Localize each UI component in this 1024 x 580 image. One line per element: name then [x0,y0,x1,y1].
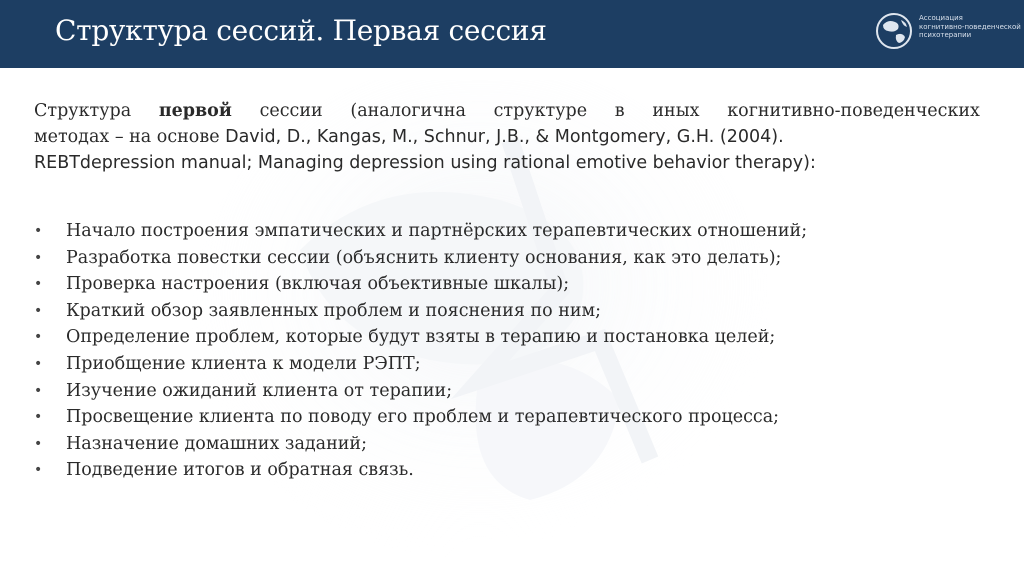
intro-line-2-serif: методах – на основе [34,127,220,147]
bullet-icon: • [34,223,43,239]
list-item [34,404,807,431]
list-item-text: Приобщение клиента к модели РЭПТ; [66,353,421,374]
intro-word: сессии [259,101,323,121]
bullet-icon: • [34,302,43,319]
list-item-text: Определение проблем, которые будут взяты в терапию и постановка целей; [66,327,776,348]
list-item [34,324,807,351]
logo-caption [919,14,1021,40]
logo-line-2: когнитивно-поведенческой [919,22,1021,31]
list-item [34,271,807,298]
intro-line-3: REBTdepression manual; Managing depression using rational emotive behavior therapy): [34,153,816,173]
intro-word: в [614,101,625,121]
intro-word: структуре [493,101,588,121]
bullet-icon: • [34,249,43,266]
bullet-icon: • [34,276,43,293]
logo-line-1: Ассоциация [919,14,963,22]
list-item [34,457,807,484]
session-steps-list [34,218,807,484]
bullet-icon: • [34,382,43,399]
header-bar [0,0,1024,68]
bullet-icon: • [34,329,43,346]
intro-paragraph [34,98,980,176]
association-logo [874,11,1021,57]
intro-reference: David, D., Kangas, M., Schnur, J.B., & Montgomery, G.H. (2004). [219,127,784,147]
list-item-text: Изучение ожиданий клиента от терапии; [66,380,453,401]
list-item [34,218,807,245]
logo-line-3: психотерапии [919,31,972,39]
intro-block [34,98,980,176]
bullet-icon: • [34,435,43,452]
list-item-text: Подведение итогов и обратная связь. [66,460,414,481]
globe-icon [874,11,914,51]
list-item [34,245,807,272]
list-item-text: Проверка настроения (включая объективные шкалы); [66,274,570,295]
slide-title: Структура сессий. Первая сессия [55,14,547,47]
list-item [34,431,807,458]
bullet-icon: • [34,355,43,372]
intro-word: когнитивно-поведенческих [727,101,980,121]
list-item-text: Разработка повестки сессии (объяснить клиенту основания, как это делать); [66,247,782,268]
bullet-icon: • [34,462,43,479]
intro-word: иных [652,101,700,121]
list-item-text: Начало построения эмпатических и партнёрских терапевтических отношений; [66,221,808,241]
list-item-text: Краткий обзор заявленных проблем и пояснения по ним; [66,300,602,321]
intro-word: Структура [34,101,132,121]
intro-word-emphasis: первой [158,101,232,121]
list-item-text: Назначение домашних заданий; [66,433,367,454]
intro-line-2 [34,124,980,150]
list-item [34,378,807,405]
list-item [34,298,807,325]
bullet-icon: • [34,409,43,426]
list-item [34,351,807,378]
intro-line-1 [34,98,980,124]
list-item-text: Просвещение клиента по поводу его проблем и терапевтического процесса; [66,407,780,428]
intro-word: (аналогична [350,101,466,121]
